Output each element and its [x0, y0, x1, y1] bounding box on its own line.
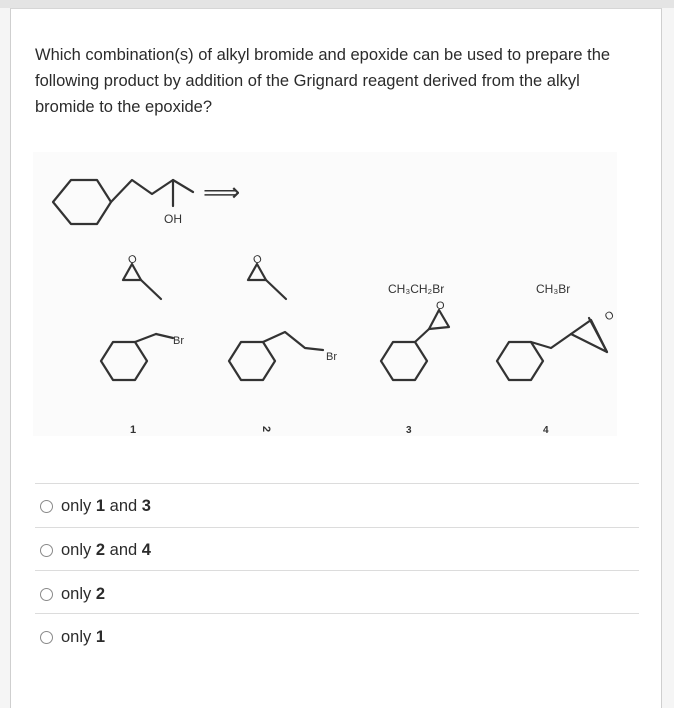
product-cyclohexane-ring: [53, 180, 111, 224]
ring-2: [229, 342, 275, 380]
reagent-3-formula: CH₃CH₂Br: [388, 282, 445, 296]
epoxide-1-o: O: [126, 252, 139, 267]
option-only-2[interactable]: [40, 581, 105, 607]
question-text: Which combination(s) of alkyl bromide and epoxide can be used to prepare the following product by addition of the Grignard reagent derived from the alkyl bromide to the epoxide?: [35, 46, 611, 116]
option-label: only 2 and 4: [61, 540, 151, 559]
top-strip: [0, 0, 674, 8]
bromide-1-br: Br: [173, 335, 184, 347]
radio-option-4[interactable]: [40, 631, 53, 644]
reaction-scheme: [33, 152, 617, 436]
radio-option-2[interactable]: [40, 544, 53, 557]
product-oh-label: OH: [164, 212, 182, 226]
option-label: only 1: [61, 627, 106, 646]
compound-number-2: 2: [260, 426, 272, 433]
radio-option-1[interactable]: [40, 500, 53, 513]
reagent-4-formula: CH₃Br: [536, 282, 571, 296]
radio-option-3[interactable]: [40, 588, 53, 601]
epoxide-3-o: O: [436, 300, 445, 312]
option-label: only 2: [61, 584, 106, 603]
option-divider: [35, 570, 639, 571]
reaction-figure: [33, 152, 617, 436]
ring-1: [101, 342, 147, 380]
option-label: only 1 and 3: [61, 496, 151, 515]
epoxide-3: [429, 310, 449, 329]
compound-number-4: 4: [543, 425, 549, 436]
question-card: [10, 8, 662, 708]
option-divider: [35, 527, 639, 528]
product-chain: [111, 180, 193, 202]
option-divider: [35, 613, 639, 614]
option-divider: [35, 483, 639, 484]
ring-4: [497, 342, 543, 380]
epoxide-4: [571, 320, 607, 352]
option-only-1[interactable]: [40, 624, 105, 650]
bromide-2-br: Br: [326, 351, 337, 363]
epoxide-4-o: O: [602, 308, 617, 324]
ring-3: [381, 342, 427, 380]
option-1-and-3[interactable]: [40, 493, 151, 519]
epoxide-2-o: O: [251, 252, 264, 267]
compound-number-1: 1: [130, 424, 137, 436]
compound-number-3: 3: [406, 425, 412, 436]
option-2-and-4[interactable]: [40, 537, 151, 563]
reaction-arrow: ⟹: [203, 177, 241, 207]
